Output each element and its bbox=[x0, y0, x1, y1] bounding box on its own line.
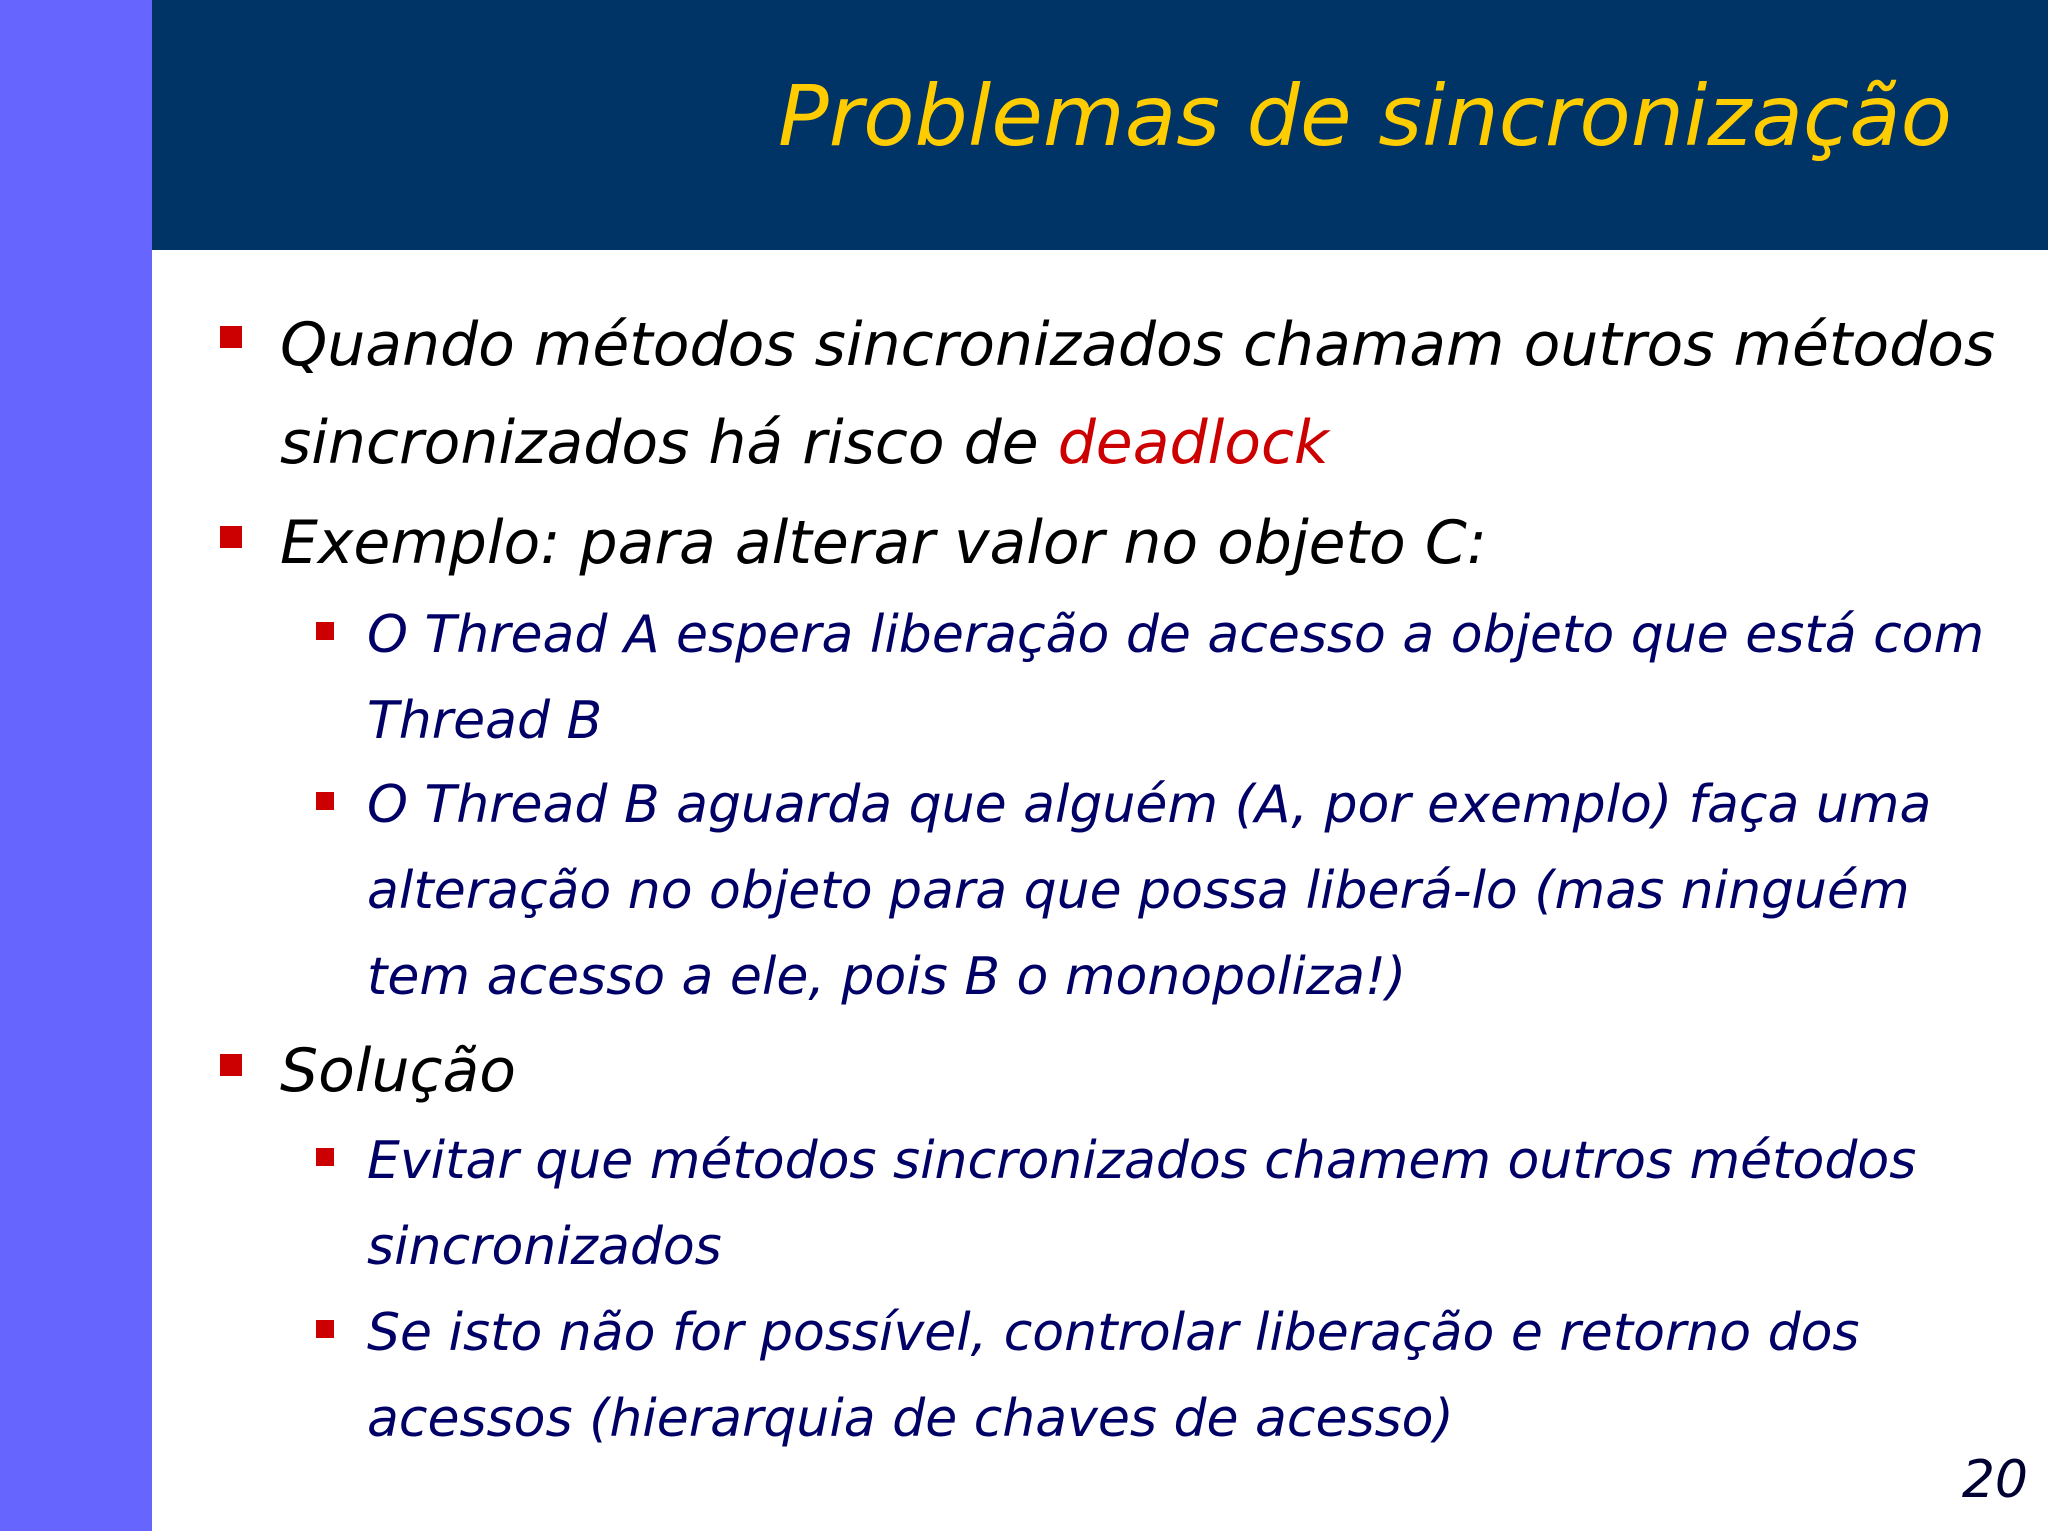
sub-bullet-control: Se isto não for possível, controlar liberação e retorno dos acessos (hierarquia de chaves de acesso) bbox=[367, 1303, 1860, 1449]
sub-bullet-marker bbox=[316, 1320, 334, 1338]
page-number: 20 bbox=[1961, 1450, 2028, 1510]
bullet-marker bbox=[220, 526, 242, 548]
sub-bullet-thread-b: O Thread B aguarda que alguém (A, por exemplo) faça uma alteração no objeto para que possa liberá-lo (mas ninguém tem acesso a ele, pois B o monopoliza!) bbox=[367, 775, 1932, 1007]
deadlock-highlight: deadlock bbox=[1057, 408, 1329, 478]
bullet-solution: Solução bbox=[280, 1036, 516, 1106]
sub-bullet-marker bbox=[316, 622, 334, 640]
slide-title: Problemas de sincronização bbox=[777, 67, 1952, 165]
bullet-marker bbox=[220, 1054, 242, 1076]
sub-bullet-marker bbox=[316, 792, 334, 810]
bullet-deadlock-risk bbox=[280, 296, 2000, 492]
sub-bullet-avoid: Evitar que métodos sincronizados chamem outros métodos sincronizados bbox=[367, 1131, 1917, 1277]
bullet-example: Exemplo: para alterar valor no objeto C: bbox=[280, 508, 1487, 578]
bullet-text: Quando métodos sincronizados chamam outros métodos sincronizados há risco de bbox=[280, 310, 1996, 478]
sub-bullet-thread-a: O Thread A espera liberação de acesso a objeto que está com Thread B bbox=[367, 605, 1985, 751]
bullet-marker bbox=[220, 326, 242, 348]
sub-bullet-marker bbox=[316, 1148, 334, 1166]
